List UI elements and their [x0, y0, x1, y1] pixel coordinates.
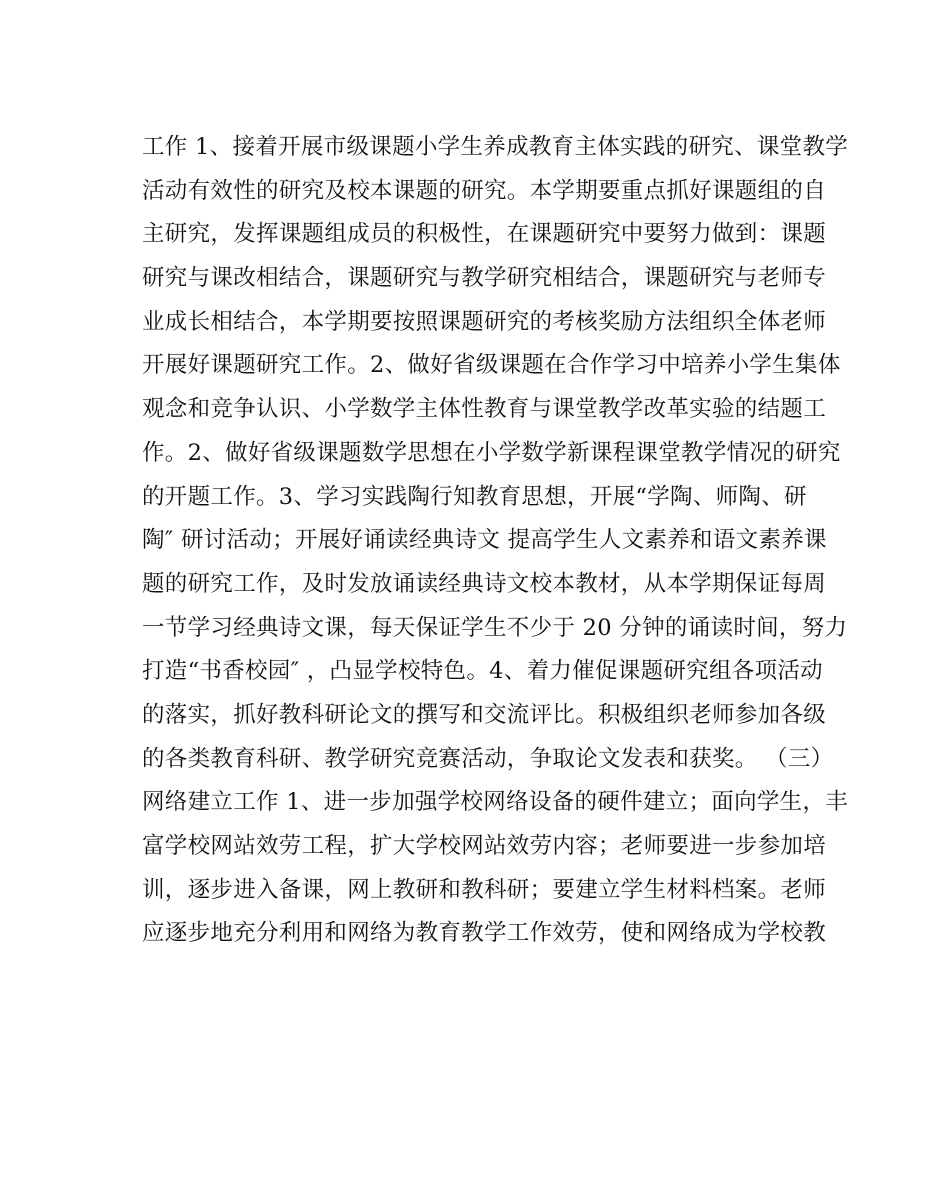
text-line: 的各类教育科研、教学研究竞赛活动，争取论文发表和获奖。 （三） [142, 745, 834, 772]
text-line: 应逐步地充分利用和网络为教育教学工作效劳，使和网络成为学校教 [142, 920, 827, 947]
text-line: 一节学习经典诗文课，每天保证学生不少于 20 分钟的诵读时间，努力 [142, 614, 848, 641]
text-line: 作。2、做好省级课题数学思想在小学数学新课程课堂教学情况的研究 [142, 439, 841, 466]
text-line: 业成长相结合，本学期要按照课题研究的考核奖励方法组织全体老师 [142, 308, 827, 335]
text-line: 研究与课改相结合，课题研究与教学研究相结合，课题研究与老师专 [142, 265, 827, 292]
text-line: 的开题工作。3、学习实践陶行知教育思想，开展“学陶、师陶、研 [142, 483, 807, 510]
text-line: 陶″ 研讨活动；开展好诵读经典诗文 提高学生人文素养和语文素养课 [142, 527, 827, 554]
text-line: 的落实，抓好教科研论文的撰写和交流评比。积极组织老师参加各级 [142, 701, 827, 728]
text-line: 活动有效性的研究及校本课题的研究。本学期要重点抓好课题组的自 [142, 177, 827, 204]
text-line: 工作 1、接着开展市级课题小学生养成教育主体实践的研究、课堂教学 [142, 134, 849, 160]
text-line: 题的研究工作，及时发放诵读经典诗文校本教材，从本学期保证每周 [142, 570, 827, 597]
text-line: 主研究，发挥课题组成员的积极性，在课题研究中要努力做到：课题 [142, 221, 827, 248]
body-text [142, 126, 849, 956]
text-line: 观念和竞争认识、小学数学主体性教育与课堂教学改革实验的结题工 [142, 396, 827, 423]
text-line: 富学校网站效劳工程，扩大学校网站效劳内容；老师要进一步参加培 [142, 833, 827, 859]
text-line: 训，逐步进入备课，网上教研和教科研；要建立学生材料档案。老师 [142, 876, 827, 903]
text-line: 打造“书香校园″ ，凸显学校特色。4、着力催促课题研究组各项活动 [142, 658, 823, 685]
text-line: 网络建立工作 1、进一步加强学校网络设备的硬件建立；面向学生，丰 [142, 789, 849, 816]
text-line: 开展好课题研究工作。2、做好省级课题在合作学习中培养小学生集体 [142, 352, 841, 379]
